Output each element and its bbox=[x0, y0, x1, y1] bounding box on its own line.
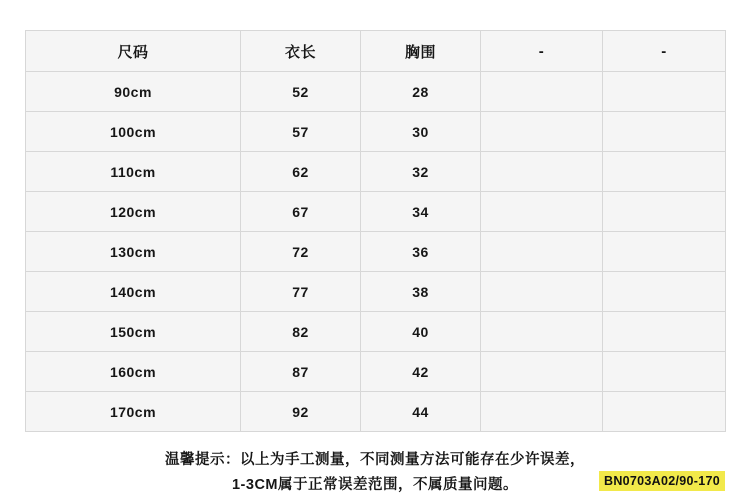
cell-empty-2 bbox=[603, 72, 726, 112]
cell-empty-1 bbox=[481, 112, 603, 152]
size-chart-table bbox=[25, 30, 726, 432]
cell-length: 92 bbox=[241, 392, 361, 432]
cell-size: 110cm bbox=[26, 152, 241, 192]
cell-size: 170cm bbox=[26, 392, 241, 432]
cell-size: 130cm bbox=[26, 232, 241, 272]
cell-empty-2 bbox=[603, 192, 726, 232]
cell-empty-1 bbox=[481, 392, 603, 432]
cell-bust: 42 bbox=[361, 352, 481, 392]
cell-empty-2 bbox=[603, 352, 726, 392]
cell-bust: 40 bbox=[361, 312, 481, 352]
cell-length: 87 bbox=[241, 352, 361, 392]
note-line-1: 温馨提示：以上为手工测量，不同测量方法可能存在少许误差， bbox=[165, 452, 585, 468]
cell-length: 77 bbox=[241, 272, 361, 312]
table-row bbox=[26, 272, 726, 312]
table-row bbox=[26, 352, 726, 392]
cell-length: 52 bbox=[241, 72, 361, 112]
table-row bbox=[26, 312, 726, 352]
cell-empty-2 bbox=[603, 112, 726, 152]
cell-empty-1 bbox=[481, 272, 603, 312]
cell-length: 67 bbox=[241, 192, 361, 232]
product-code-badge: BN0703A02/90-170 bbox=[599, 471, 725, 491]
cell-size: 140cm bbox=[26, 272, 241, 312]
cell-size: 120cm bbox=[26, 192, 241, 232]
cell-empty-1 bbox=[481, 352, 603, 392]
column-header-empty-2: - bbox=[603, 31, 726, 72]
cell-size: 150cm bbox=[26, 312, 241, 352]
table-header bbox=[26, 31, 726, 72]
cell-empty-1 bbox=[481, 152, 603, 192]
table-row bbox=[26, 152, 726, 192]
cell-bust: 38 bbox=[361, 272, 481, 312]
cell-bust: 30 bbox=[361, 112, 481, 152]
cell-empty-1 bbox=[481, 232, 603, 272]
column-header-length: 衣长 bbox=[241, 31, 361, 72]
column-header-empty-1: - bbox=[481, 31, 603, 72]
table-row bbox=[26, 72, 726, 112]
cell-empty-2 bbox=[603, 312, 726, 352]
cell-empty-2 bbox=[603, 232, 726, 272]
cell-empty-1 bbox=[481, 72, 603, 112]
table-row bbox=[26, 112, 726, 152]
cell-size: 100cm bbox=[26, 112, 241, 152]
cell-empty-2 bbox=[603, 272, 726, 312]
table-body bbox=[26, 72, 726, 432]
table-header-row bbox=[26, 31, 726, 72]
cell-length: 62 bbox=[241, 152, 361, 192]
cell-bust: 36 bbox=[361, 232, 481, 272]
cell-bust: 32 bbox=[361, 152, 481, 192]
cell-bust: 44 bbox=[361, 392, 481, 432]
cell-empty-2 bbox=[603, 392, 726, 432]
column-header-bust: 胸围 bbox=[361, 31, 481, 72]
cell-bust: 34 bbox=[361, 192, 481, 232]
cell-empty-1 bbox=[481, 192, 603, 232]
table-row bbox=[26, 192, 726, 232]
cell-size: 90cm bbox=[26, 72, 241, 112]
table-row bbox=[26, 232, 726, 272]
column-header-size: 尺码 bbox=[26, 31, 241, 72]
cell-length: 72 bbox=[241, 232, 361, 272]
cell-empty-1 bbox=[481, 312, 603, 352]
note-line-2: 1-3CM属于正常误差范围，不属质量问题。 bbox=[231, 477, 518, 494]
cell-length: 82 bbox=[241, 312, 361, 352]
cell-bust: 28 bbox=[361, 72, 481, 112]
cell-size: 160cm bbox=[26, 352, 241, 392]
table-row bbox=[26, 392, 726, 432]
cell-length: 57 bbox=[241, 112, 361, 152]
cell-empty-2 bbox=[603, 152, 726, 192]
